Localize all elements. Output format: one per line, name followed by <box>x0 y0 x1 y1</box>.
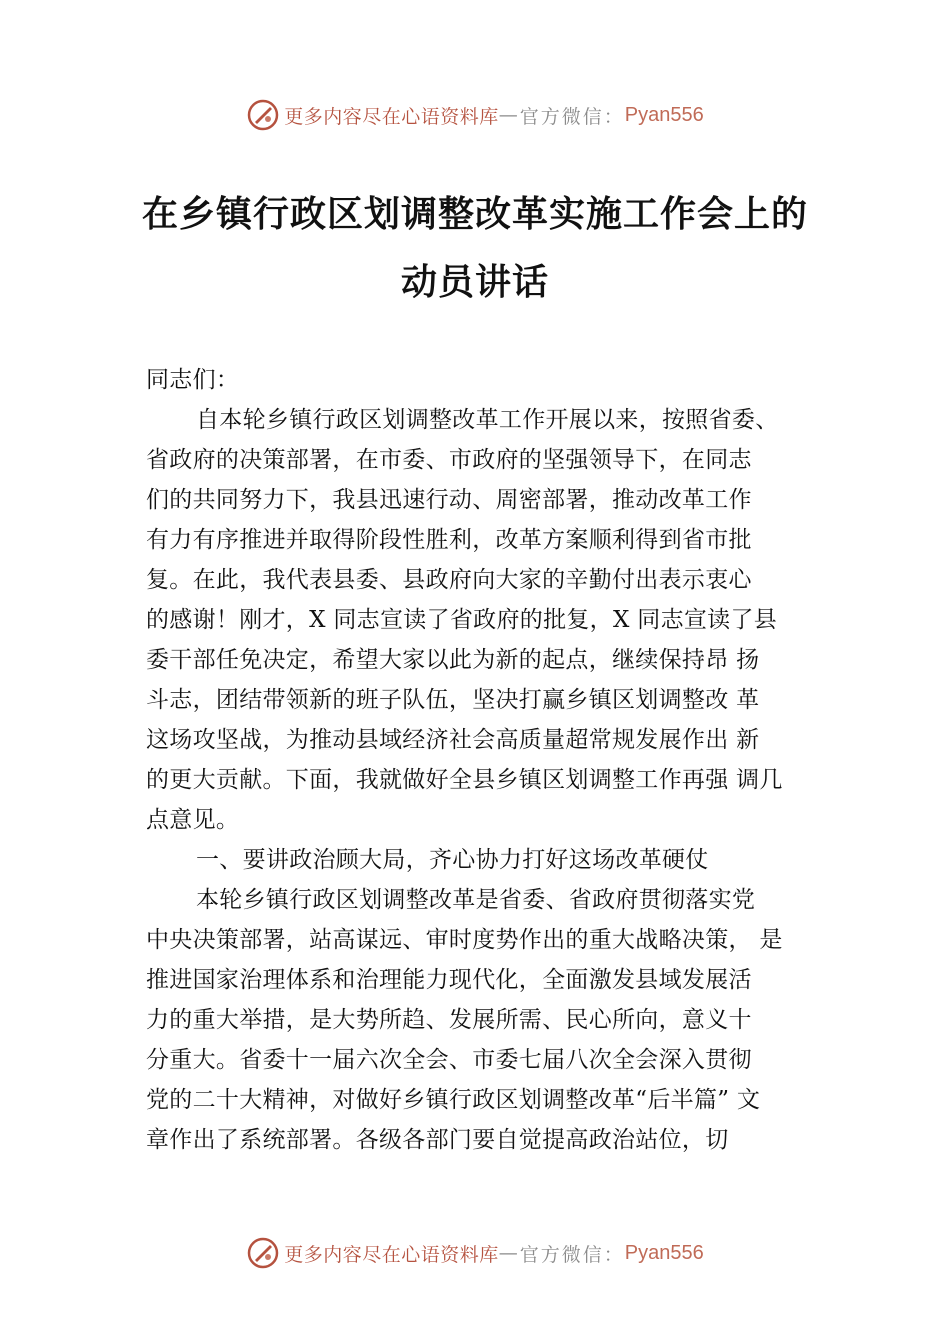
body-line: 斗志，团结带领新的班子队伍，坚决打赢乡镇区划调整改 革 <box>146 687 760 713</box>
brand-logo-icon <box>246 1236 280 1270</box>
brand-logo-icon <box>246 98 280 132</box>
body-line: 本轮乡镇行政区划调整改革是省委、省政府贯彻落实党 <box>196 887 756 913</box>
body-line: 党的二十大精神，对做好乡镇行政区划调整改革“后半篇” 文 <box>146 1087 761 1113</box>
banner-official-label: 官方微信： <box>519 1243 625 1266</box>
footer-watermark <box>0 1233 950 1273</box>
document-title-line-2: 动员讲话 <box>400 261 549 303</box>
header-watermark <box>0 95 950 135</box>
body-line: 的更大贡献。下面，我就做好全县乡镇区划调整工作再强 调几 <box>146 767 783 793</box>
body-line: 这场攻坚战，为推动县域经济社会高质量超常规发展作出 新 <box>146 727 760 753</box>
banner-official-label: 官方微信： <box>519 105 625 128</box>
banner-dash: — <box>498 1242 520 1264</box>
banner-main-text: 更多内容尽在心语资料库 <box>284 105 499 128</box>
banner-wechat-id: Pyan556 <box>624 1241 704 1264</box>
section-heading: 一、要讲政治顾大局，齐心协力打好这场改革硬仗 <box>196 847 709 873</box>
body-line: 委干部任免决定，希望大家以此为新的起点，继续保持昂 扬 <box>146 647 760 673</box>
body-line: 自本轮乡镇行政区划调整改革工作开展以来，按照省委、 <box>196 407 779 433</box>
body-line: 分重大。省委十一届六次全会、市委七届八次全会深入贯彻 <box>146 1047 752 1073</box>
banner-dash: — <box>498 104 520 126</box>
body-line: 的感谢！刚才，X 同志宣读了省政府的批复，X 同志宣读了县 <box>146 607 778 633</box>
document-title-line-1: 在乡镇行政区划调整改革实施工作会上的 <box>141 193 808 235</box>
banner-main-text: 更多内容尽在心语资料库 <box>284 1243 499 1266</box>
body-line: 们的共同努力下，我县迅速行动、周密部署，推动改革工作 <box>146 487 752 513</box>
document-body <box>146 360 836 1160</box>
body-line: 中央决策部署，站高谋远、审时度势作出的重大战略决策， 是 <box>146 927 783 953</box>
banner-wechat-id: Pyan556 <box>624 103 704 126</box>
body-line: 推进国家治理体系和治理能力现代化，全面激发县域发展活 <box>146 967 752 993</box>
body-line: 复。在此，我代表县委、县政府向大家的辛勤付出表示衷心 <box>146 567 752 593</box>
body-line: 章作出了系统部署。各级各部门要自觉提高政治站位，切 <box>146 1127 729 1153</box>
body-line: 省政府的决策部署，在市委、市政府的坚强领导下，在同志 <box>146 447 752 473</box>
salutation: 同志们： <box>146 367 240 393</box>
body-line: 力的重大举措，是大势所趋、发展所需、民心所向，意义十 <box>146 1007 752 1033</box>
body-line: 有力有序推进并取得阶段性胜利，改革方案顺利得到省市批 <box>146 527 752 553</box>
body-line: 点意见。 <box>146 807 240 833</box>
